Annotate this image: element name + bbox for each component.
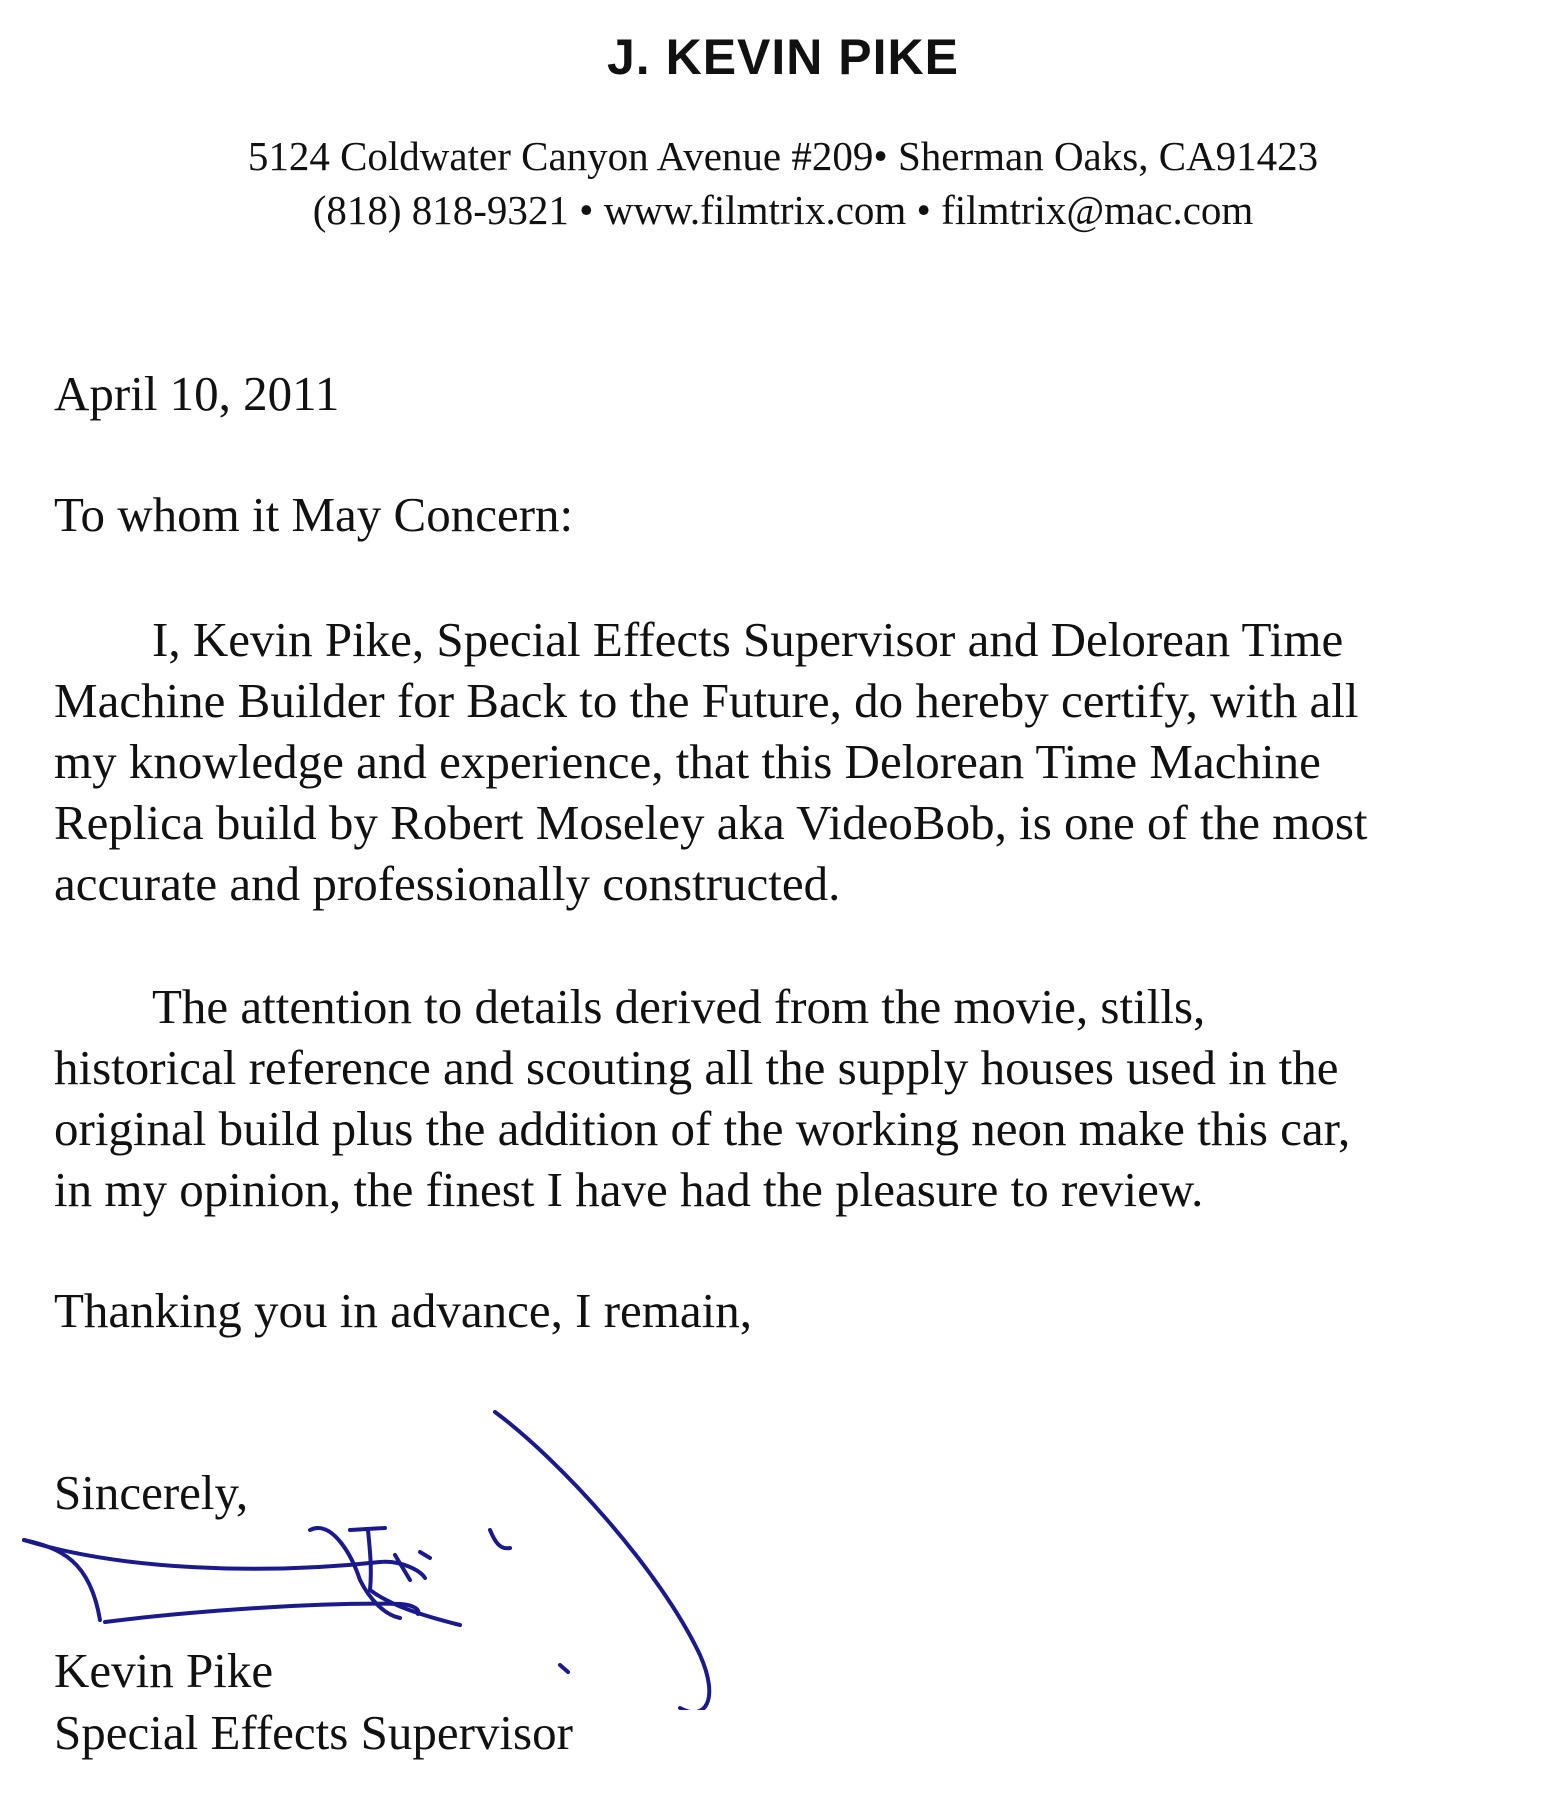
paragraph-line: my knowledge and experience, that this Delorean Time Machine: [54, 734, 1321, 789]
letter-date: April 10, 2011: [54, 366, 340, 421]
closing-line: Thanking you in advance, I remain,: [54, 1283, 753, 1338]
body-paragraph-1: [54, 609, 1524, 914]
paragraph-line: Replica build by Robert Moseley aka VideoBob, is one of the most: [54, 795, 1368, 850]
paragraph-line: Machine Builder for Back to the Future, do hereby certify, with all: [54, 673, 1359, 728]
salutation: To whom it May Concern:: [54, 487, 574, 542]
sign-off: Sincerely,: [54, 1465, 249, 1520]
body-paragraph-2: [54, 976, 1524, 1220]
paragraph-line: accurate and professionally constructed.: [54, 856, 841, 911]
paragraph-line: in my opinion, the finest I have had the pleasure to review.: [54, 1162, 1204, 1217]
letterhead-contact: (818) 818-9321 • www.filmtrix.com • filmtrix@mac.com: [312, 187, 1254, 233]
signer-title: Special Effects Supervisor: [54, 1705, 573, 1760]
letterhead-name: J. KEVIN PIKE: [607, 29, 959, 85]
paragraph-line: original build plus the addition of the working neon make this car,: [54, 1101, 1351, 1156]
paragraph-line: historical reference and scouting all the supply houses used in the: [54, 1040, 1339, 1095]
letterhead-address: 5124 Coldwater Canyon Avenue #209• Sherman Oaks, CA91423: [247, 133, 1319, 179]
paragraph-line: The attention to details derived from the movie, stills,: [54, 979, 1206, 1034]
signer-name: Kevin Pike: [54, 1643, 274, 1698]
paragraph-line: I, Kevin Pike, Special Effects Supervisor and Delorean Time: [54, 612, 1344, 667]
